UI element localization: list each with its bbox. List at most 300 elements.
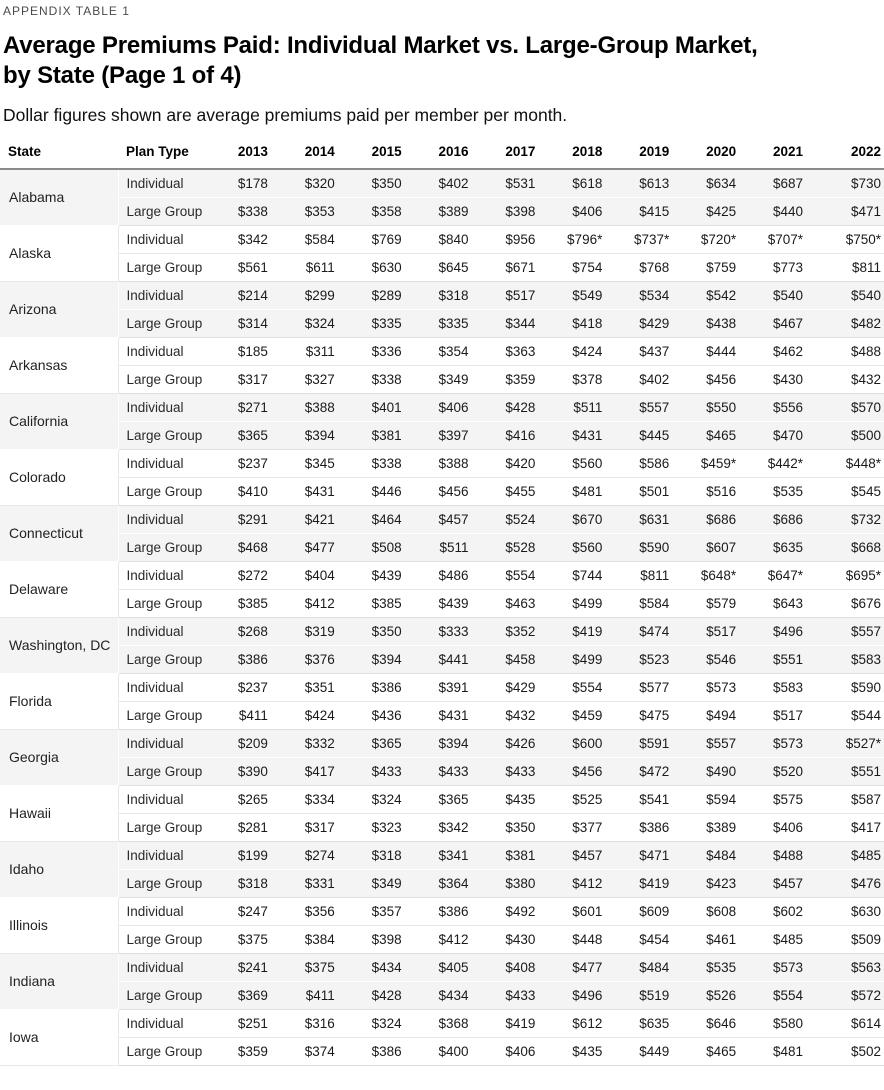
premium-value-cell: $274 [282,841,349,869]
premium-value-cell: $418 [549,309,616,337]
premium-value-cell: $499 [549,645,616,673]
premium-value-cell: $406 [750,813,817,841]
premium-value-cell: $404 [282,561,349,589]
premium-value-cell: $364 [416,869,483,897]
premium-value-cell: $430 [750,365,817,393]
plan-type-cell: Individual [118,337,215,365]
premium-value-cell: $345 [282,449,349,477]
premium-value-cell: $178 [215,169,282,197]
premium-value-cell: $475 [616,701,683,729]
premium-value-cell: $384 [282,925,349,953]
state-cell: Delaware [0,561,118,617]
table-row [0,477,884,505]
premium-value-cell: $584 [616,589,683,617]
table-row [0,953,884,981]
table-row [0,561,884,589]
premium-value-cell: $463 [483,589,550,617]
premium-value-cell: $375 [282,953,349,981]
table-row [0,1037,884,1065]
premium-value-cell: $602 [750,897,817,925]
state-cell: Iowa [0,1009,118,1065]
premium-value-cell: $241 [215,953,282,981]
premium-value-cell: $587 [817,785,884,813]
table-row [0,337,884,365]
premium-value-cell: $356 [282,897,349,925]
premium-value-cell: $351 [282,673,349,701]
premium-value-cell: $428 [349,981,416,1009]
premium-value-cell: $344 [483,309,550,337]
table-row [0,925,884,953]
premium-value-cell: $338 [349,449,416,477]
premium-value-cell: $476 [817,869,884,897]
premium-value-cell: $586 [616,449,683,477]
plan-type-cell: Large Group [118,925,215,953]
premium-value-cell: $385 [349,589,416,617]
premium-value-cell: $472 [616,757,683,785]
table-row [0,253,884,281]
premium-value-cell: $486 [416,561,483,589]
table-row [0,673,884,701]
premium-value-cell: $573 [750,953,817,981]
premium-value-cell: $429 [616,309,683,337]
premium-value-cell: $557 [817,617,884,645]
plan-type-cell: Individual [118,617,215,645]
premium-value-cell: $720* [683,225,750,253]
premium-value-cell: $406 [416,393,483,421]
premium-value-cell: $470 [750,421,817,449]
premium-value-cell: $424 [282,701,349,729]
premium-value-cell: $318 [416,281,483,309]
table-row [0,449,884,477]
premium-value-cell: $594 [683,785,750,813]
premium-value-cell: $556 [750,393,817,421]
premium-value-cell: $455 [483,477,550,505]
premium-value-cell: $381 [483,841,550,869]
premium-value-cell: $551 [817,757,884,785]
premium-value-cell: $398 [483,197,550,225]
plan-type-cell: Individual [118,393,215,421]
state-cell: Florida [0,673,118,729]
premium-value-cell: $737* [616,225,683,253]
table-row [0,309,884,337]
premium-value-cell: $386 [349,1037,416,1065]
premium-value-cell: $209 [215,729,282,757]
premium-value-cell: $350 [349,169,416,197]
page-title-line-2: by State (Page 1 of 4) [3,62,242,89]
premium-value-cell: $630 [349,253,416,281]
premium-value-cell: $291 [215,505,282,533]
plan-type-cell: Individual [118,953,215,981]
premium-value-cell: $449 [616,1037,683,1065]
premium-value-cell: $477 [282,533,349,561]
state-cell: Georgia [0,729,118,785]
column-header: 2014 [282,144,349,169]
premium-value-cell: $369 [215,981,282,1009]
premium-value-cell: $796* [549,225,616,253]
table-row [0,225,884,253]
premium-value-cell: $635 [616,1009,683,1037]
premium-value-cell: $319 [282,617,349,645]
table-row [0,169,884,197]
premium-value-cell: $423 [683,869,750,897]
table-row [0,393,884,421]
premium-value-cell: $618 [549,169,616,197]
column-header: 2021 [750,144,817,169]
premium-value-cell: $687 [750,169,817,197]
plan-type-cell: Individual [118,225,215,253]
premium-value-cell: $289 [349,281,416,309]
premium-value-cell: $557 [683,729,750,757]
table-row [0,813,884,841]
table-row [0,645,884,673]
state-cell: Arizona [0,281,118,337]
table-row [0,785,884,813]
premium-value-cell: $527* [817,729,884,757]
premium-value-cell: $402 [416,169,483,197]
premium-value-cell: $695* [817,561,884,589]
premium-value-cell: $251 [215,1009,282,1037]
column-header: Plan Type [118,144,215,169]
premium-value-cell: $769 [349,225,416,253]
premium-value-cell: $400 [416,1037,483,1065]
premium-value-cell: $426 [483,729,550,757]
premium-value-cell: $465 [683,421,750,449]
premium-value-cell: $501 [616,477,683,505]
premium-value-cell: $773 [750,253,817,281]
premium-value-cell: $631 [616,505,683,533]
premium-value-cell: $456 [683,365,750,393]
premium-value-cell: $432 [483,701,550,729]
premium-value-cell: $454 [616,925,683,953]
premium-value-cell: $438 [683,309,750,337]
premium-value-cell: $412 [549,869,616,897]
premium-value-cell: $444 [683,337,750,365]
premium-value-cell: $768 [616,253,683,281]
premium-value-cell: $334 [282,785,349,813]
appendix-kicker: APPENDIX TABLE 1 [3,4,130,18]
premium-value-cell: $560 [549,533,616,561]
premium-value-cell: $485 [750,925,817,953]
table-row [0,981,884,1009]
premium-value-cell: $457 [750,869,817,897]
premium-value-cell: $464 [349,505,416,533]
premium-value-cell: $446 [349,477,416,505]
premium-value-cell: $584 [282,225,349,253]
plan-type-cell: Large Group [118,1037,215,1065]
premium-value-cell: $732 [817,505,884,533]
plan-type-cell: Individual [118,897,215,925]
state-cell: Illinois [0,897,118,953]
premium-value-cell: $432 [817,365,884,393]
column-header: 2015 [349,144,416,169]
premium-value-cell: $342 [416,813,483,841]
premium-value-cell: $471 [817,197,884,225]
premium-value-cell: $386 [416,897,483,925]
premium-value-cell: $707* [750,225,817,253]
premium-value-cell: $268 [215,617,282,645]
page-title-line-1: Average Premiums Paid: Individual Market vs. Large-Group Market, [3,32,758,59]
premium-value-cell: $378 [549,365,616,393]
premium-value-cell: $394 [416,729,483,757]
premium-value-cell: $425 [683,197,750,225]
column-header: 2022 [817,144,884,169]
premium-value-cell: $614 [817,1009,884,1037]
premium-value-cell: $612 [549,1009,616,1037]
premium-value-cell: $456 [549,757,616,785]
premium-value-cell: $448 [549,925,616,953]
table-row [0,1009,884,1037]
premium-value-cell: $335 [416,309,483,337]
premium-value-cell: $349 [416,365,483,393]
premium-value-cell: $265 [215,785,282,813]
premium-value-cell: $237 [215,673,282,701]
premium-value-cell: $247 [215,897,282,925]
plan-type-cell: Large Group [118,477,215,505]
premium-value-cell: $386 [215,645,282,673]
premium-value-cell: $523 [616,645,683,673]
table-row [0,869,884,897]
premium-value-cell: $388 [282,393,349,421]
plan-type-cell: Individual [118,729,215,757]
premium-value-cell: $374 [282,1037,349,1065]
premium-value-cell: $317 [215,365,282,393]
premium-value-cell: $551 [750,645,817,673]
premium-value-cell: $338 [215,197,282,225]
premium-value-cell: $433 [416,757,483,785]
table-row [0,281,884,309]
premium-value-cell: $508 [349,533,416,561]
premium-value-cell: $445 [616,421,683,449]
premium-value-cell: $352 [483,617,550,645]
premium-value-cell: $417 [817,813,884,841]
premium-value-cell: $336 [349,337,416,365]
state-cell: Connecticut [0,505,118,561]
plan-type-cell: Individual [118,785,215,813]
plan-type-cell: Large Group [118,533,215,561]
premium-value-cell: $670 [549,505,616,533]
premium-value-cell: $609 [616,897,683,925]
table-row [0,533,884,561]
plan-type-cell: Large Group [118,365,215,393]
premium-value-cell: $358 [349,197,416,225]
plan-type-cell: Individual [118,449,215,477]
premium-value-cell: $335 [349,309,416,337]
premium-value-cell: $671 [483,253,550,281]
premium-value-cell: $431 [282,477,349,505]
premium-value-cell: $365 [416,785,483,813]
premium-value-cell: $643 [750,589,817,617]
premium-value-cell: $416 [483,421,550,449]
plan-type-cell: Large Group [118,589,215,617]
premium-value-cell: $388 [416,449,483,477]
premium-value-cell: $471 [616,841,683,869]
plan-type-cell: Individual [118,841,215,869]
premium-value-cell: $601 [549,897,616,925]
premium-value-cell: $357 [349,897,416,925]
premium-value-cell: $492 [483,897,550,925]
premium-value-cell: $526 [683,981,750,1009]
premium-value-cell: $474 [616,617,683,645]
premium-value-cell: $590 [616,533,683,561]
column-header: 2017 [483,144,550,169]
premium-value-cell: $406 [483,1037,550,1065]
premium-value-cell: $516 [683,477,750,505]
premium-value-cell: $311 [282,337,349,365]
premium-value-cell: $496 [750,617,817,645]
premium-value-cell: $546 [683,645,750,673]
table-row [0,365,884,393]
premium-value-cell: $467 [750,309,817,337]
premium-value-cell: $317 [282,813,349,841]
premium-value-cell: $318 [349,841,416,869]
premium-value-cell: $433 [483,757,550,785]
table-row [0,729,884,757]
premium-value-cell: $535 [683,953,750,981]
premium-value-cell: $544 [817,701,884,729]
premium-value-cell: $461 [683,925,750,953]
premium-value-cell: $811 [817,253,884,281]
premium-value-cell: $434 [349,953,416,981]
state-cell: Arkansas [0,337,118,393]
premium-value-cell: $457 [549,841,616,869]
table-row [0,757,884,785]
premium-value-cell: $668 [817,533,884,561]
premium-value-cell: $402 [616,365,683,393]
premium-value-cell: $577 [616,673,683,701]
premium-value-cell: $359 [215,1037,282,1065]
state-cell: Indiana [0,953,118,1009]
state-cell: Colorado [0,449,118,505]
state-cell: Idaho [0,841,118,897]
premium-value-cell: $956 [483,225,550,253]
premium-value-cell: $419 [616,869,683,897]
premium-value-cell: $750* [817,225,884,253]
premium-value-cell: $540 [817,281,884,309]
premium-value-cell: $437 [616,337,683,365]
premium-value-cell: $811 [616,561,683,589]
premium-value-cell: $412 [416,925,483,953]
premium-value-cell: $840 [416,225,483,253]
premium-value-cell: $477 [549,953,616,981]
plan-type-cell: Individual [118,673,215,701]
premium-value-cell: $600 [549,729,616,757]
premium-value-cell: $550 [683,393,750,421]
premium-value-cell: $549 [549,281,616,309]
plan-type-cell: Large Group [118,701,215,729]
state-cell: Alabama [0,169,118,225]
premium-value-cell: $482 [817,309,884,337]
premium-value-cell: $573 [750,729,817,757]
premium-value-cell: $511 [549,393,616,421]
premium-value-cell: $634 [683,169,750,197]
premium-value-cell: $583 [817,645,884,673]
premium-value-cell: $271 [215,393,282,421]
premium-value-cell: $433 [483,981,550,1009]
table-header-row [0,144,884,169]
premium-value-cell: $484 [683,841,750,869]
premium-value-cell: $389 [416,197,483,225]
premium-value-cell: $434 [416,981,483,1009]
premium-value-cell: $417 [282,757,349,785]
premium-value-cell: $408 [483,953,550,981]
premium-value-cell: $630 [817,897,884,925]
plan-type-cell: Large Group [118,757,215,785]
premium-value-cell: $436 [349,701,416,729]
premium-value-cell: $583 [750,673,817,701]
premium-value-cell: $365 [349,729,416,757]
premium-value-cell: $524 [483,505,550,533]
column-header: State [0,144,118,169]
column-header: 2018 [549,144,616,169]
premium-value-cell: $535 [750,477,817,505]
premium-value-cell: $590 [817,673,884,701]
premium-value-cell: $462 [750,337,817,365]
premium-value-cell: $648* [683,561,750,589]
premium-value-cell: $439 [349,561,416,589]
table-row [0,197,884,225]
table-row [0,505,884,533]
premium-value-cell: $499 [549,589,616,617]
table-row [0,589,884,617]
premium-value-cell: $333 [416,617,483,645]
premium-value-cell: $607 [683,533,750,561]
premium-value-cell: $575 [750,785,817,813]
premium-value-cell: $424 [549,337,616,365]
premium-value-cell: $645 [416,253,483,281]
premium-value-cell: $468 [215,533,282,561]
premium-value-cell: $517 [750,701,817,729]
plan-type-cell: Large Group [118,309,215,337]
premium-value-cell: $430 [483,925,550,953]
premium-value-cell: $281 [215,813,282,841]
premium-value-cell: $542 [683,281,750,309]
premium-value-cell: $490 [683,757,750,785]
premium-value-cell: $401 [349,393,416,421]
premium-value-cell: $442* [750,449,817,477]
table-row [0,701,884,729]
premium-value-cell: $314 [215,309,282,337]
premium-value-cell: $531 [483,169,550,197]
premium-value-cell: $647* [750,561,817,589]
plan-type-cell: Individual [118,169,215,197]
premium-value-cell: $494 [683,701,750,729]
premium-value-cell: $389 [683,813,750,841]
plan-type-cell: Individual [118,281,215,309]
plan-type-cell: Large Group [118,813,215,841]
premium-value-cell: $350 [483,813,550,841]
premium-value-cell: $481 [549,477,616,505]
premium-value-cell: $318 [215,869,282,897]
premium-value-cell: $435 [483,785,550,813]
premium-value-cell: $375 [215,925,282,953]
premium-value-cell: $428 [483,393,550,421]
premium-value-cell: $419 [483,1009,550,1037]
premium-value-cell: $390 [215,757,282,785]
premium-value-cell: $323 [349,813,416,841]
premium-value-cell: $386 [349,673,416,701]
premium-value-cell: $411 [215,701,282,729]
plan-type-cell: Large Group [118,981,215,1009]
premium-value-cell: $420 [483,449,550,477]
premium-value-cell: $386 [616,813,683,841]
premium-value-cell: $554 [750,981,817,1009]
premium-value-cell: $214 [215,281,282,309]
premium-value-cell: $554 [549,673,616,701]
premium-value-cell: $591 [616,729,683,757]
page-title [3,31,884,91]
premium-value-cell: $485 [817,841,884,869]
premium-value-cell: $272 [215,561,282,589]
